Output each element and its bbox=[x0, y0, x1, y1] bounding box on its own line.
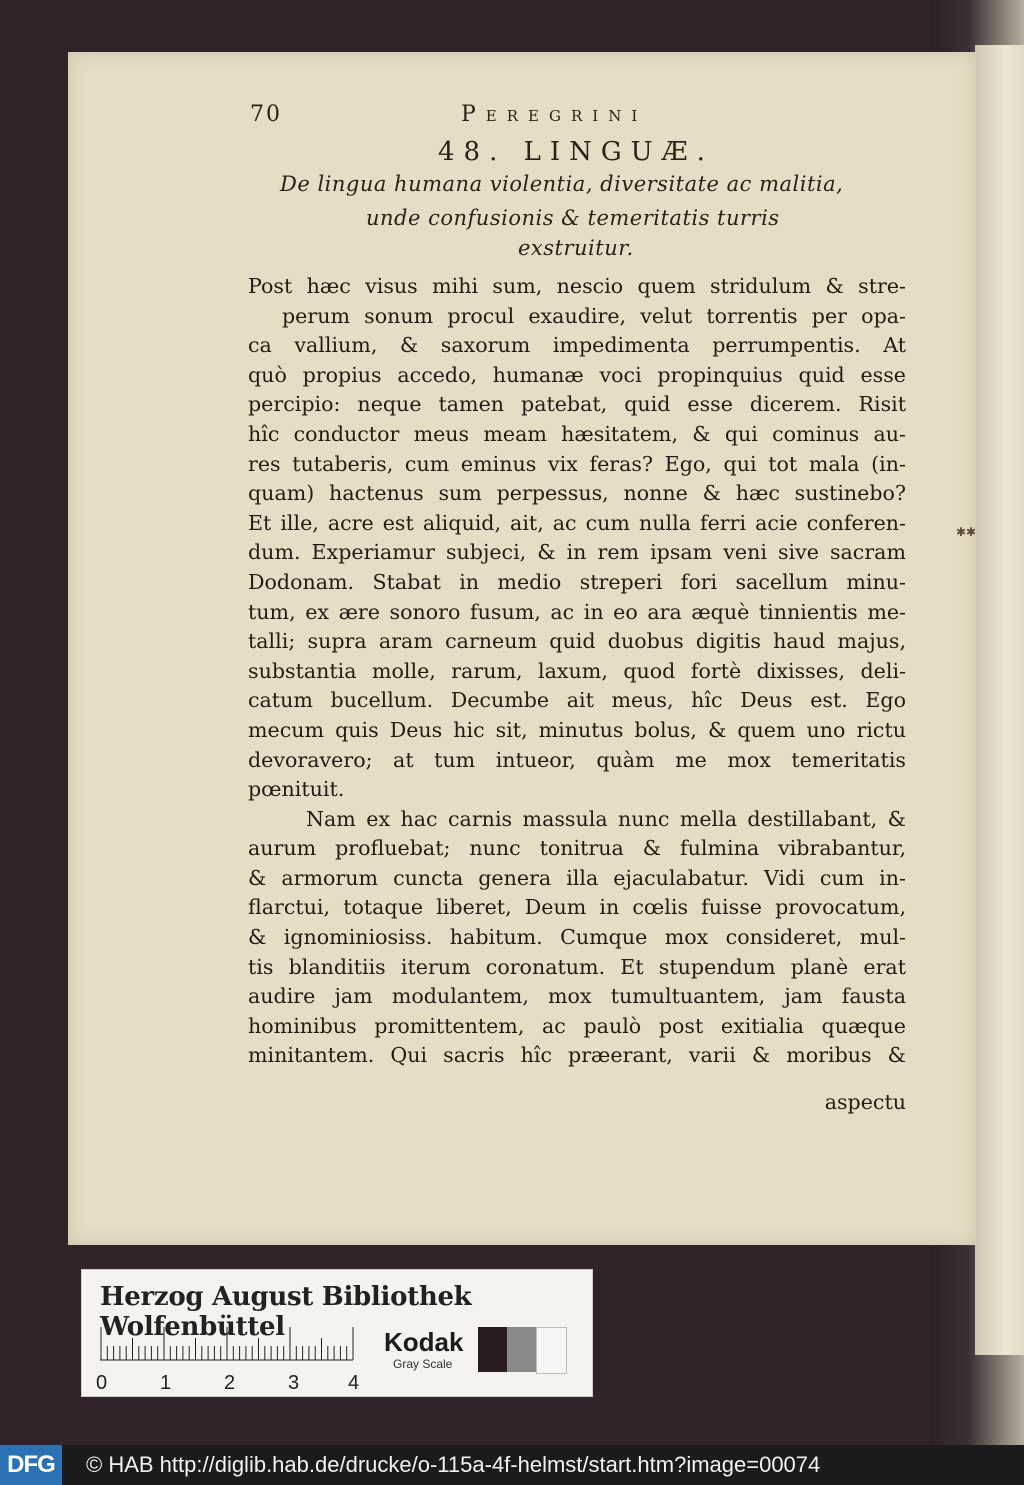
margin-smudge: ✱✱ bbox=[956, 525, 977, 539]
text-line: Nam ex hac carnis massula nunc mella destillabant, & bbox=[306, 806, 906, 831]
text-line: flarctui, totaque liberet, Deum in cœlis fuisse provocatum, bbox=[248, 895, 906, 920]
text-line: percipio: neque tamen patebat, quid esse dicerem. Risit bbox=[248, 392, 906, 417]
text-line: devoravero; at tum intueor, quàm me mox temeritatis bbox=[248, 747, 906, 772]
color-scale-card bbox=[81, 1269, 593, 1397]
text-line: & armorum cuncta genera illa ejaculabatur. Vidi cum in- bbox=[248, 865, 906, 890]
text-line: Dodonam. Stabat in medio streperi fori sacellum minu- bbox=[248, 569, 906, 594]
ruler-number: 1 bbox=[160, 1372, 172, 1394]
text-line: quò propius accedo, humanæ voci propinquius quid esse bbox=[248, 362, 906, 387]
gray-patch-mid bbox=[507, 1327, 536, 1372]
footer-bar bbox=[0, 1445, 1024, 1485]
dfg-logo: DFG bbox=[0, 1445, 62, 1485]
body-text bbox=[248, 272, 906, 1071]
ruler-number: 4 bbox=[348, 1372, 360, 1394]
text-line: perum sonum procul exaudire, velut torrentis per opa- bbox=[282, 303, 906, 328]
text-line: pœnituit. bbox=[248, 777, 345, 802]
running-head: Peregrini bbox=[461, 102, 648, 127]
text-line: aurum profluebat; nunc tonitrua & fulmina vibrabantur, bbox=[248, 836, 906, 861]
text-line: talli; supra aram carneum quid duobus digitis haud majus, bbox=[248, 629, 906, 654]
ruler-number: 3 bbox=[288, 1372, 300, 1394]
subtitle-line: unde confusionis & temeritatis turris bbox=[366, 206, 780, 230]
subtitle-line: De lingua humana violentia, diversitate ac malitia, bbox=[280, 172, 844, 196]
library-name: Herzog August Bibliothek Wolfenbüttel bbox=[100, 1282, 472, 1342]
text-line: tis blanditiis iterum coronatum. Et stupendum planè erat bbox=[248, 954, 906, 979]
gray-patch-dark bbox=[478, 1327, 507, 1372]
ruler-number: 0 bbox=[96, 1372, 108, 1394]
page-number: 70 bbox=[250, 102, 282, 127]
chapter-title: 48. LINGUÆ. bbox=[438, 137, 714, 167]
text-line: dum. Experiamur subjeci, & in rem ipsam veni sive sacram bbox=[248, 540, 906, 565]
gray-patch-light bbox=[536, 1327, 567, 1374]
subtitle-line: exstruitur. bbox=[518, 236, 634, 260]
text-line: hîc conductor meus meam hæsitatem, & qui cominus au- bbox=[248, 421, 906, 446]
copyright-link[interactable]: © HAB http://diglib.hab.de/drucke/o-115a-4f-helmst/start.htm?image=00074 bbox=[86, 1452, 821, 1477]
text-line: minitantem. Qui sacris hîc præerant, varii & moribus & bbox=[248, 1043, 906, 1068]
text-line: tum, ex ære sonoro fusum, ac in eo ara æquè tinnientis me- bbox=[248, 599, 906, 624]
text-line: & ignominiosiss. habitum. Cumque mox consideret, mul- bbox=[248, 925, 906, 950]
text-line: ca vallium, & saxorum impedimenta perrumpentis. At bbox=[248, 333, 906, 358]
text-line: Post hæc visus mihi sum, nescio quem stridulum & stre- bbox=[248, 274, 906, 298]
text-line: audire jam modulantem, mox tumultuantem, jam fausta bbox=[248, 984, 906, 1009]
text-line: catum bucellum. Decumbe ait meus, hîc Deus est. Ego bbox=[248, 688, 906, 713]
gray-scale-label: Gray Scale bbox=[393, 1357, 453, 1371]
text-line: quam) hactenus sum perpessus, nonne & hæc sustinebo? bbox=[248, 481, 906, 506]
text-line: mecum quis Deus hic sit, minutus bolus, & quem uno rictu bbox=[248, 717, 906, 742]
kodak-label: Kodak bbox=[384, 1327, 464, 1357]
text-line: Et ille, acre est aliquid, ait, ac cum nulla ferri acie conferen- bbox=[248, 510, 906, 535]
text-line: res tutaberis, cum eminus vix feras? Ego, qui tot mala (in- bbox=[248, 451, 906, 476]
ruler-icon bbox=[100, 1327, 360, 1361]
catchword: aspectu bbox=[824, 1090, 906, 1114]
text-line: substantia molle, rarum, laxum, quod fortè dixisses, deli- bbox=[248, 658, 906, 683]
ruler-number: 2 bbox=[224, 1372, 236, 1394]
facing-page-edge bbox=[975, 45, 1024, 1355]
text-line: hominibus promittentem, ac paulò post exitialia quæque bbox=[248, 1013, 906, 1038]
book-page bbox=[68, 52, 976, 1245]
